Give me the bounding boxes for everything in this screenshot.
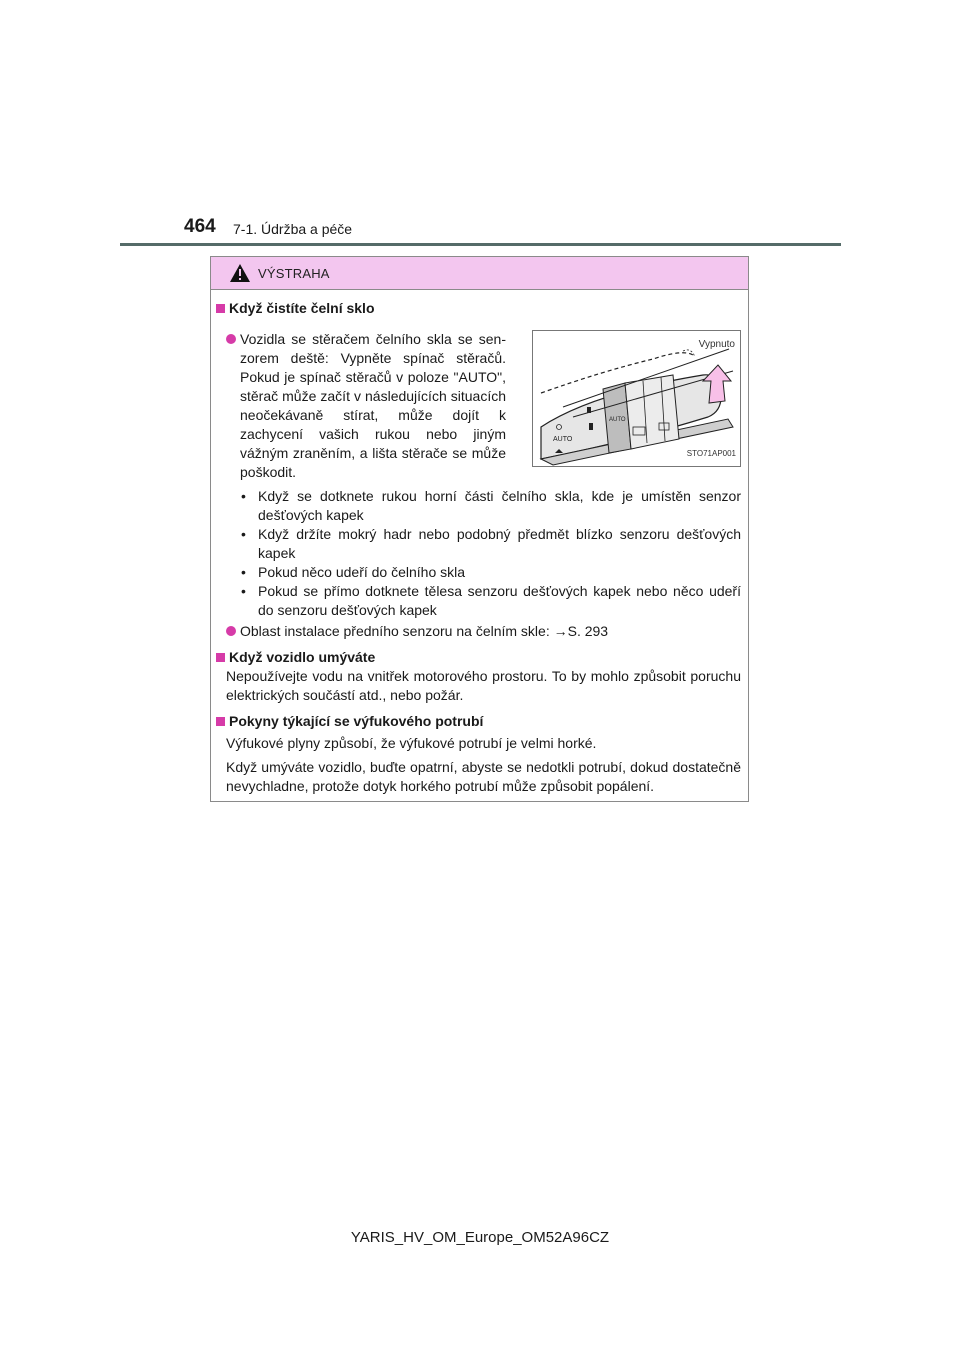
svg-text:AUTO: AUTO	[609, 417, 626, 423]
warning-content	[216, 299, 741, 796]
paragraph: Když umýváte vozidlo, buďte opatrní, abyste se nedotkli potrubí, dokud dostatečně nevychladne, protože dotyk horkého potrubí může způsobit popálení.	[226, 759, 741, 794]
warning-triangle-icon	[229, 263, 251, 283]
document-footer: YARIS_HV_OM_Europe_OM52A96CZ	[350, 1229, 610, 1246]
paragraph: Výfukové plyny způsobí, že výfukové potrubí je velmi horké.	[226, 735, 597, 751]
heading-text: Když vozidlo umýváte	[229, 649, 376, 665]
list-item	[226, 622, 741, 641]
list-item	[226, 330, 506, 482]
square-bullet-icon	[216, 717, 225, 726]
sub-list-item: • Pokud něco udeří do čelního skla	[241, 563, 741, 582]
header-rule	[120, 243, 841, 246]
sub-list-item: • Pokud se přímo dotknete tělesa senzoru dešťových kapek nebo něco udeří do senzoru dešťových kapek	[241, 583, 741, 618]
warning-box	[210, 256, 749, 802]
page-number: 464	[184, 216, 216, 237]
heading-text: Když čistíte čelní sklo	[229, 300, 375, 316]
warning-title: VÝSTRAHA	[258, 265, 330, 281]
sub-item-text: Když držíte mokrý hadr nebo podobný předmět blízko senzoru dešťových kapek	[258, 526, 741, 561]
sub-list	[241, 487, 741, 620]
paragraph: Nepoužívejte vodu na vnitřek motorového prostoru. To by mohlo způsobit poruchu elektrických součástí atd., nebo požár.	[226, 668, 741, 703]
square-bullet-icon	[216, 304, 225, 313]
bullet-text: Vozidla se stěračem čelního skla se senzorem deště: Vypněte spínač stěračů. Pokud je spínač stěračů v poloze "AUTO", stěrač může začít v následujících situacích neočekávaně stírat, může dojít k zachycení vašich rukou nebo jiným vážným zraněním, a lišta stěrače se může poškodit.	[240, 331, 506, 480]
heading-text: Pokyny týkající se výfukového potrubí	[229, 713, 484, 729]
wiper-switch-figure	[532, 330, 741, 467]
sub-item-text: Pokud něco udeří do čelního skla	[258, 564, 466, 580]
section-heading-washing-vehicle	[216, 648, 741, 667]
bullet-figure-row	[216, 330, 741, 482]
bullet-column	[226, 330, 506, 482]
section-heading-exhaust-pipe	[216, 712, 741, 731]
dot-bullet-icon	[226, 334, 236, 344]
figure-code: STO71AP001	[686, 449, 736, 458]
warning-header	[211, 257, 748, 290]
square-bullet-icon	[216, 653, 225, 662]
sub-item-text: Když se dotknete rukou horní části čelního skla, kde je umístěn senzor dešťových kapek	[258, 488, 741, 523]
dot-bullet-icon	[226, 626, 236, 636]
sub-item-text: Pokud se přímo dotknete tělesa senzoru dešťových kapek nebo něco udeří do senzoru dešťových kapek	[258, 583, 741, 618]
bullet-text: Oblast instalace předního senzoru na čelním skle: →S. 293	[240, 623, 609, 639]
figure-label-off: Vypnuto	[698, 339, 735, 350]
sub-list-item: • Když držíte mokrý hadr nebo podobný předmět blízko senzoru dešťových kapek	[241, 526, 741, 561]
svg-text:AUTO: AUTO	[553, 436, 573, 443]
sub-list-item: • Když se dotknete rukou horní části čelního skla, kde je umístěn senzor dešťových kapek	[241, 488, 741, 523]
section-heading-cleaning-windshield	[216, 299, 741, 318]
section-title: 7-1. Údržba a péče	[233, 221, 353, 237]
